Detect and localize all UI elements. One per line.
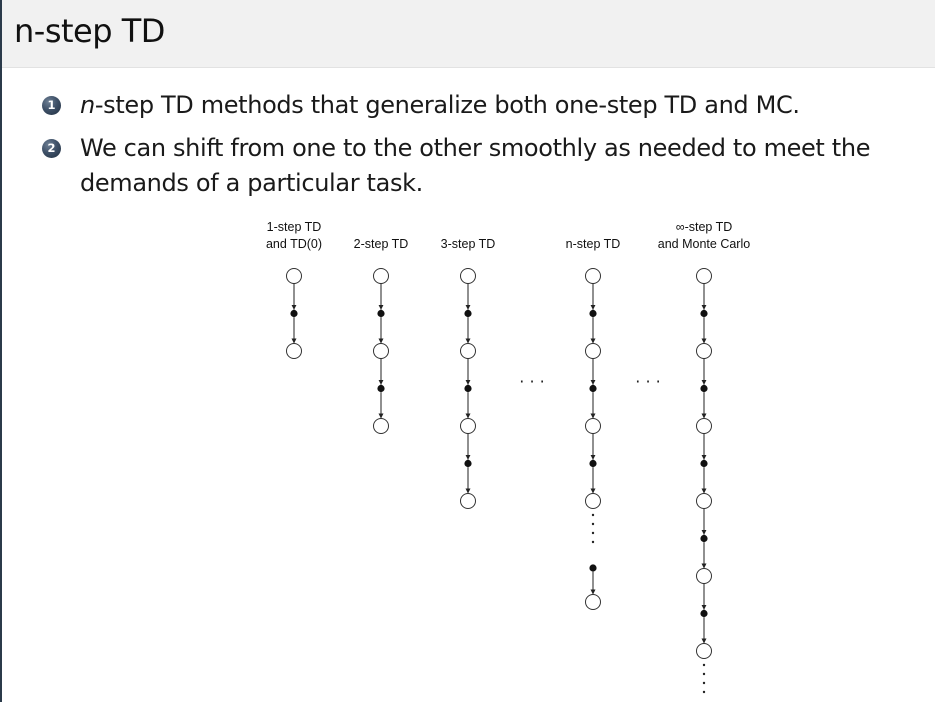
state-node bbox=[697, 344, 712, 359]
horizontal-ellipsis: · · · bbox=[519, 372, 545, 391]
state-node bbox=[461, 269, 476, 284]
vertical-ellipsis-dot bbox=[592, 541, 594, 543]
vertical-ellipsis-dot bbox=[703, 664, 705, 666]
vertical-ellipsis-dot bbox=[592, 514, 594, 516]
action-node bbox=[464, 460, 471, 467]
action-node bbox=[700, 385, 707, 392]
action-node bbox=[589, 310, 596, 317]
state-node bbox=[697, 494, 712, 509]
state-node bbox=[697, 269, 712, 284]
horizontal-ellipsis: · · · bbox=[635, 372, 661, 391]
column-label: ∞-step TD bbox=[675, 220, 733, 234]
state-node bbox=[697, 419, 712, 434]
state-node bbox=[586, 269, 601, 284]
state-node bbox=[461, 344, 476, 359]
state-node bbox=[586, 419, 601, 434]
action-node bbox=[377, 310, 384, 317]
action-node bbox=[700, 310, 707, 317]
action-node bbox=[589, 460, 596, 467]
bullet-body: We can shift from one to the other smoothly as needed to meet the demands of a particular task. bbox=[80, 134, 871, 197]
column-label: 2-step TD bbox=[353, 237, 409, 251]
action-node bbox=[464, 310, 471, 317]
state-node bbox=[586, 595, 601, 610]
action-node bbox=[700, 460, 707, 467]
state-node bbox=[586, 494, 601, 509]
state-node bbox=[586, 344, 601, 359]
vertical-ellipsis-dot bbox=[592, 523, 594, 525]
state-node bbox=[287, 344, 302, 359]
state-node bbox=[374, 344, 389, 359]
vertical-ellipsis-dot bbox=[703, 673, 705, 675]
state-node bbox=[461, 494, 476, 509]
action-node bbox=[464, 385, 471, 392]
action-node bbox=[700, 610, 707, 617]
state-node bbox=[374, 269, 389, 284]
bullet-number-badge: 2 bbox=[42, 139, 61, 158]
bullet-lead-italic: n bbox=[80, 91, 95, 119]
column-label: and TD(0) bbox=[265, 237, 323, 251]
state-node bbox=[697, 644, 712, 659]
state-node bbox=[697, 569, 712, 584]
page-title: n-step TD bbox=[14, 12, 165, 50]
vertical-ellipsis-dot bbox=[703, 682, 705, 684]
column-label: 3-step TD bbox=[440, 237, 496, 251]
column-label: and Monte Carlo bbox=[657, 237, 751, 251]
vertical-ellipsis-dot bbox=[592, 532, 594, 534]
state-node bbox=[287, 269, 302, 284]
column-label: 1-step TD bbox=[266, 220, 322, 234]
bullet-body: -step TD methods that generalize both one-step TD and MC. bbox=[94, 91, 800, 119]
vertical-ellipsis-dot bbox=[703, 691, 705, 693]
action-node bbox=[589, 564, 596, 571]
state-node bbox=[374, 419, 389, 434]
bullet-number-badge: 1 bbox=[42, 96, 61, 115]
state-node bbox=[461, 419, 476, 434]
action-node bbox=[290, 310, 297, 317]
action-node bbox=[377, 385, 384, 392]
action-node bbox=[700, 535, 707, 542]
column-label: n-step TD bbox=[565, 237, 621, 251]
action-node bbox=[589, 385, 596, 392]
